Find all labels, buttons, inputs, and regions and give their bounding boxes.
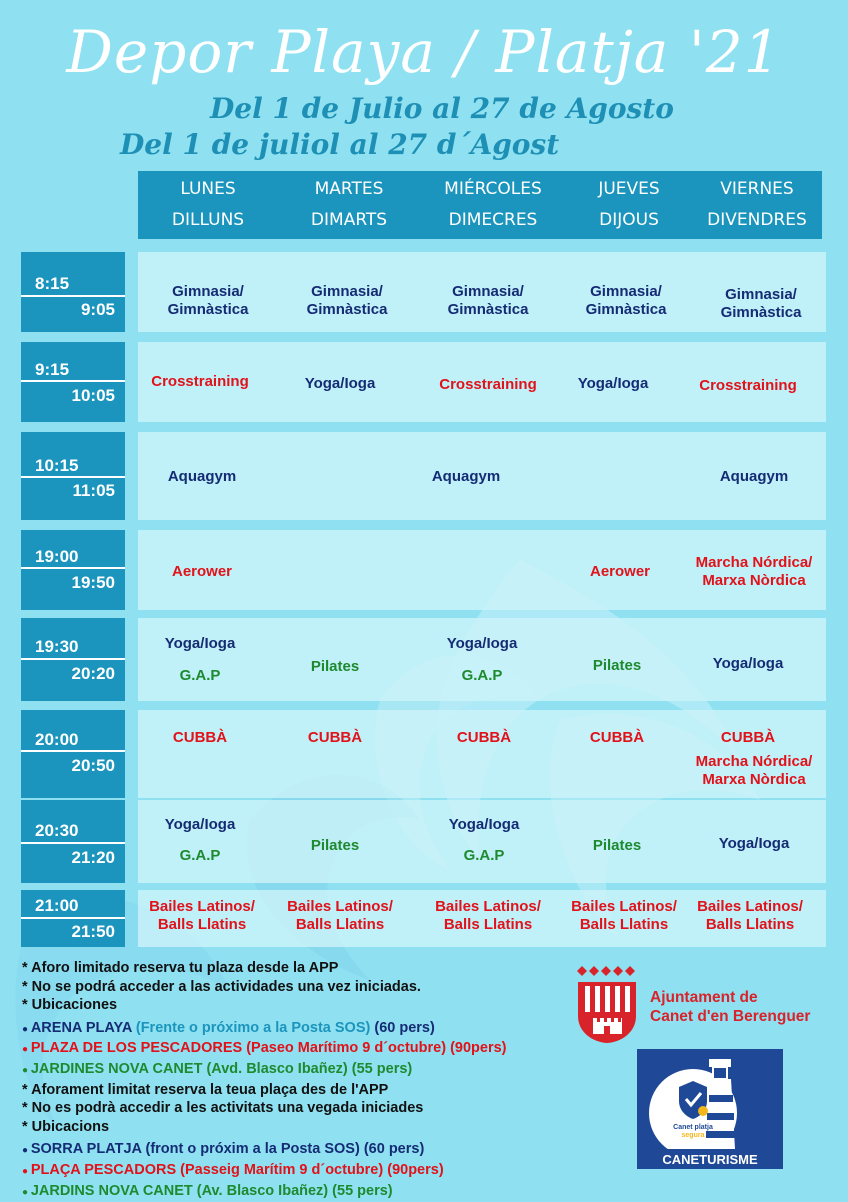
location-detail: (Avd. Blasco Ibañez) bbox=[206, 1060, 348, 1077]
day-header-friday bbox=[692, 171, 822, 239]
date-range-spanish: Del 1 de Julio al 27 de Agosto bbox=[210, 92, 674, 125]
end-time: 19:50 bbox=[71, 573, 115, 592]
activity-label: CUBBÀ bbox=[172, 729, 228, 746]
location-detail: (Av. Blasco Ibañez) bbox=[196, 1182, 329, 1199]
activity-label: G.A.P bbox=[463, 847, 505, 864]
activity-label: Pilates bbox=[592, 837, 642, 854]
activity-label: Bailes Latinos/ Balls Llatins bbox=[435, 898, 541, 933]
day-name-va: DIJOUS bbox=[599, 210, 659, 230]
activity-label: Pilates bbox=[310, 658, 360, 675]
date-range-valencian: Del 1 de juliol al 27 d´Agost bbox=[120, 128, 560, 161]
day-name-es: MIÉRCOLES bbox=[444, 179, 542, 199]
divider bbox=[21, 380, 125, 382]
location-capacity: (90pers) bbox=[450, 1040, 507, 1057]
schedule-row bbox=[21, 530, 826, 610]
start-time: 19:00 bbox=[35, 547, 79, 566]
time-cell bbox=[21, 890, 125, 947]
location-line: ● PLAÇA PESCADORS (Passeig Marítim 9 d´octubre) (90pers) bbox=[22, 1161, 444, 1178]
divider bbox=[21, 750, 125, 752]
end-time: 20:50 bbox=[71, 756, 115, 775]
activity-label: Aerower bbox=[589, 563, 651, 580]
day-header-tuesday bbox=[278, 171, 420, 239]
activities-cell bbox=[138, 342, 826, 422]
location-line: ● JARDINS NOVA CANET (Av. Blasco Ibañez) (55 pers) bbox=[22, 1182, 393, 1199]
schedule-row bbox=[21, 618, 826, 701]
location-line: ● SORRA PLATJA (front o próxim a la Posta SOS) (60 pers) bbox=[22, 1141, 425, 1158]
time-cell bbox=[21, 618, 125, 701]
location-capacity: (55 pers) bbox=[332, 1182, 393, 1199]
location-detail: (Passeig Marítim 9 d´octubre) bbox=[180, 1161, 384, 1178]
day-name-va: DIVENDRES bbox=[707, 210, 807, 230]
schedule-row bbox=[21, 432, 826, 520]
location-capacity: (60 pers) bbox=[374, 1019, 435, 1036]
ajuntament-name bbox=[650, 988, 810, 1026]
activities-cell bbox=[138, 710, 826, 798]
activity-label: Yoga/Ioga bbox=[718, 835, 790, 852]
start-time: 8:15 bbox=[35, 274, 70, 293]
activity-label: Gimnasia/ Gimnàstica bbox=[720, 286, 802, 321]
schedule-row bbox=[21, 710, 826, 798]
location-detail: (Frente o próximo a la Posta SOS) bbox=[135, 1019, 371, 1036]
day-name-va: DIMECRES bbox=[448, 210, 538, 230]
schedule-row bbox=[21, 890, 826, 947]
poster-title: Depor Playa / Platja '21 bbox=[66, 18, 782, 86]
activity-label: Yoga/Ioga bbox=[448, 816, 520, 833]
activity-label: Gimnasia/ Gimnàstica bbox=[585, 283, 667, 318]
time-cell bbox=[21, 530, 125, 610]
activity-label: Yoga/Ioga bbox=[164, 816, 236, 833]
start-time: 20:00 bbox=[35, 730, 79, 749]
note-line: * Aforament limitat reserva la teua plaça des de l'APP bbox=[22, 1081, 389, 1098]
location-capacity: (55 pers) bbox=[351, 1060, 413, 1077]
end-time: 21:20 bbox=[71, 848, 115, 867]
activity-label: CUBBÀ bbox=[307, 729, 363, 746]
activity-label: Crosstraining bbox=[699, 377, 797, 394]
schedule-row bbox=[21, 800, 826, 883]
activity-label: G.A.P bbox=[179, 667, 221, 684]
day-header-thursday bbox=[566, 171, 692, 239]
ajuntament-line1: Ajuntament de bbox=[650, 989, 758, 1006]
location-detail: (Paseo Marítimo 9 d´octubre) bbox=[246, 1040, 447, 1057]
ajuntament-logo bbox=[576, 966, 836, 1044]
location-name: JARDINES NOVA CANET bbox=[30, 1060, 203, 1077]
activity-label: Bailes Latinos/ Balls Llatins bbox=[149, 898, 255, 933]
end-time: 21:50 bbox=[71, 922, 115, 941]
ajuntament-line2: Canet d'en Berenguer bbox=[650, 1008, 811, 1025]
location-capacity: (90pers) bbox=[387, 1161, 444, 1178]
activity-label: Aquagym bbox=[431, 468, 501, 485]
activity-label: Gimnasia/ Gimnàstica bbox=[306, 283, 388, 318]
start-time: 10:15 bbox=[35, 456, 79, 475]
notes-block bbox=[22, 959, 582, 1202]
activities-cell bbox=[138, 800, 826, 883]
note-line: * No se podrá acceder a las actividades una vez iniciadas. bbox=[22, 978, 421, 995]
note-line: * Ubicaciones bbox=[22, 997, 118, 1014]
start-time: 21:00 bbox=[35, 896, 79, 915]
activity-label: Bailes Latinos/ Balls Llatins bbox=[571, 898, 677, 933]
day-name-va: DIMARTS bbox=[310, 210, 388, 230]
activity-label: Pilates bbox=[310, 837, 360, 854]
start-time: 9:15 bbox=[35, 360, 70, 379]
caneturisme-text: CANETURISME bbox=[662, 1152, 758, 1167]
activity-label: G.A.P bbox=[179, 847, 221, 864]
start-time: 19:30 bbox=[35, 637, 79, 656]
activity-label: Crosstraining bbox=[439, 376, 537, 393]
location-line: ● PLAZA DE LOS PESCADORES (Paseo Marítimo 9 d´octubre) (90pers) bbox=[22, 1040, 507, 1057]
activity-label: Yoga/Ioga bbox=[577, 375, 649, 392]
note-line: * No es podrà accedir a les activitats una vegada iniciades bbox=[22, 1100, 424, 1117]
location-name: PLAZA DE LOS PESCADORES bbox=[30, 1040, 243, 1057]
activity-label: Marcha Nórdica/ Marxa Nòrdica bbox=[695, 753, 813, 788]
activities-cell bbox=[138, 432, 826, 520]
activity-label: G.A.P bbox=[461, 667, 503, 684]
divider bbox=[21, 917, 125, 919]
end-time: 20:20 bbox=[71, 664, 115, 683]
end-time: 10:05 bbox=[71, 386, 115, 405]
activity-label: Bailes Latinos/ Balls Llatins bbox=[287, 898, 393, 933]
activity-label: Gimnasia/ Gimnàstica bbox=[447, 283, 529, 318]
activity-label: Yoga/Ioga bbox=[712, 655, 784, 672]
location-name: PLAÇA PESCADORS bbox=[30, 1161, 177, 1178]
location-name: JARDINS NOVA CANET bbox=[30, 1182, 193, 1199]
day-name-es: LUNES bbox=[180, 179, 236, 199]
activity-label: Aquagym bbox=[167, 468, 237, 485]
activity-label: Yoga/Ioga bbox=[304, 375, 376, 392]
badge-text-2: segura bbox=[681, 1132, 705, 1139]
end-time: 11:05 bbox=[72, 481, 115, 500]
note-line: * Aforo limitado reserva tu plaza desde la APP bbox=[22, 960, 339, 976]
day-name-va: DILLUNS bbox=[171, 210, 245, 230]
activity-label: CUBBÀ bbox=[589, 729, 645, 746]
activity-label: Marcha Nórdica/ Marxa Nòrdica bbox=[695, 554, 813, 589]
location-name: ARENA PLAYA bbox=[30, 1019, 132, 1036]
note-line: * Ubicacions bbox=[22, 1118, 110, 1135]
divider bbox=[21, 842, 125, 844]
end-time: 9:05 bbox=[80, 300, 115, 319]
activity-label: Crosstraining bbox=[151, 373, 249, 390]
time-cell bbox=[21, 252, 125, 332]
activity-label: CUBBÀ bbox=[456, 729, 512, 746]
divider bbox=[21, 658, 125, 660]
activity-label: CUBBÀ bbox=[720, 729, 776, 746]
day-name-es: VIERNES bbox=[720, 179, 794, 199]
start-time: 20:30 bbox=[35, 821, 79, 840]
day-name-es: MARTES bbox=[314, 179, 384, 199]
location-capacity: (60 pers) bbox=[363, 1141, 425, 1158]
activity-label: Aerower bbox=[171, 563, 233, 580]
location-line: ● ARENA PLAYA (Frente o próximo a la Posta SOS) (60 pers) bbox=[22, 1019, 435, 1036]
activity-label: Pilates bbox=[592, 657, 642, 674]
schedule-row bbox=[21, 342, 826, 422]
schedule-row bbox=[21, 252, 826, 332]
activity-label: Aquagym bbox=[719, 468, 789, 485]
activities-cell bbox=[138, 252, 826, 332]
location-name: SORRA PLATJA bbox=[30, 1141, 142, 1158]
coat-of-arms-icon bbox=[576, 966, 642, 1044]
activity-label: Yoga/Ioga bbox=[164, 635, 236, 652]
badge-text-1: Canet platja bbox=[673, 1124, 713, 1131]
time-cell bbox=[21, 342, 125, 422]
time-cell bbox=[21, 710, 125, 798]
activity-label: Gimnasia/ Gimnàstica bbox=[167, 283, 249, 318]
caneturisme-logo bbox=[637, 1049, 783, 1169]
activities-cell bbox=[138, 618, 826, 701]
lighthouse-badge-icon bbox=[637, 1049, 783, 1169]
activities-cell bbox=[138, 530, 826, 610]
activities-cell bbox=[138, 890, 826, 947]
activity-label: Yoga/Ioga bbox=[446, 635, 518, 652]
location-detail: (front o próxim a la Posta SOS) bbox=[145, 1141, 360, 1158]
day-header-wednesday bbox=[420, 171, 566, 239]
location-line: ● JARDINES NOVA CANET (Avd. Blasco Ibañez) (55 pers) bbox=[22, 1060, 413, 1077]
time-cell bbox=[21, 432, 125, 520]
divider bbox=[21, 295, 125, 297]
activity-label: Bailes Latinos/ Balls Llatins bbox=[697, 898, 803, 933]
divider bbox=[21, 476, 125, 478]
day-name-es: JUEVES bbox=[598, 179, 660, 199]
divider bbox=[21, 567, 125, 569]
day-header-monday bbox=[138, 171, 278, 239]
weekday-header bbox=[138, 171, 822, 239]
time-cell bbox=[21, 800, 125, 883]
